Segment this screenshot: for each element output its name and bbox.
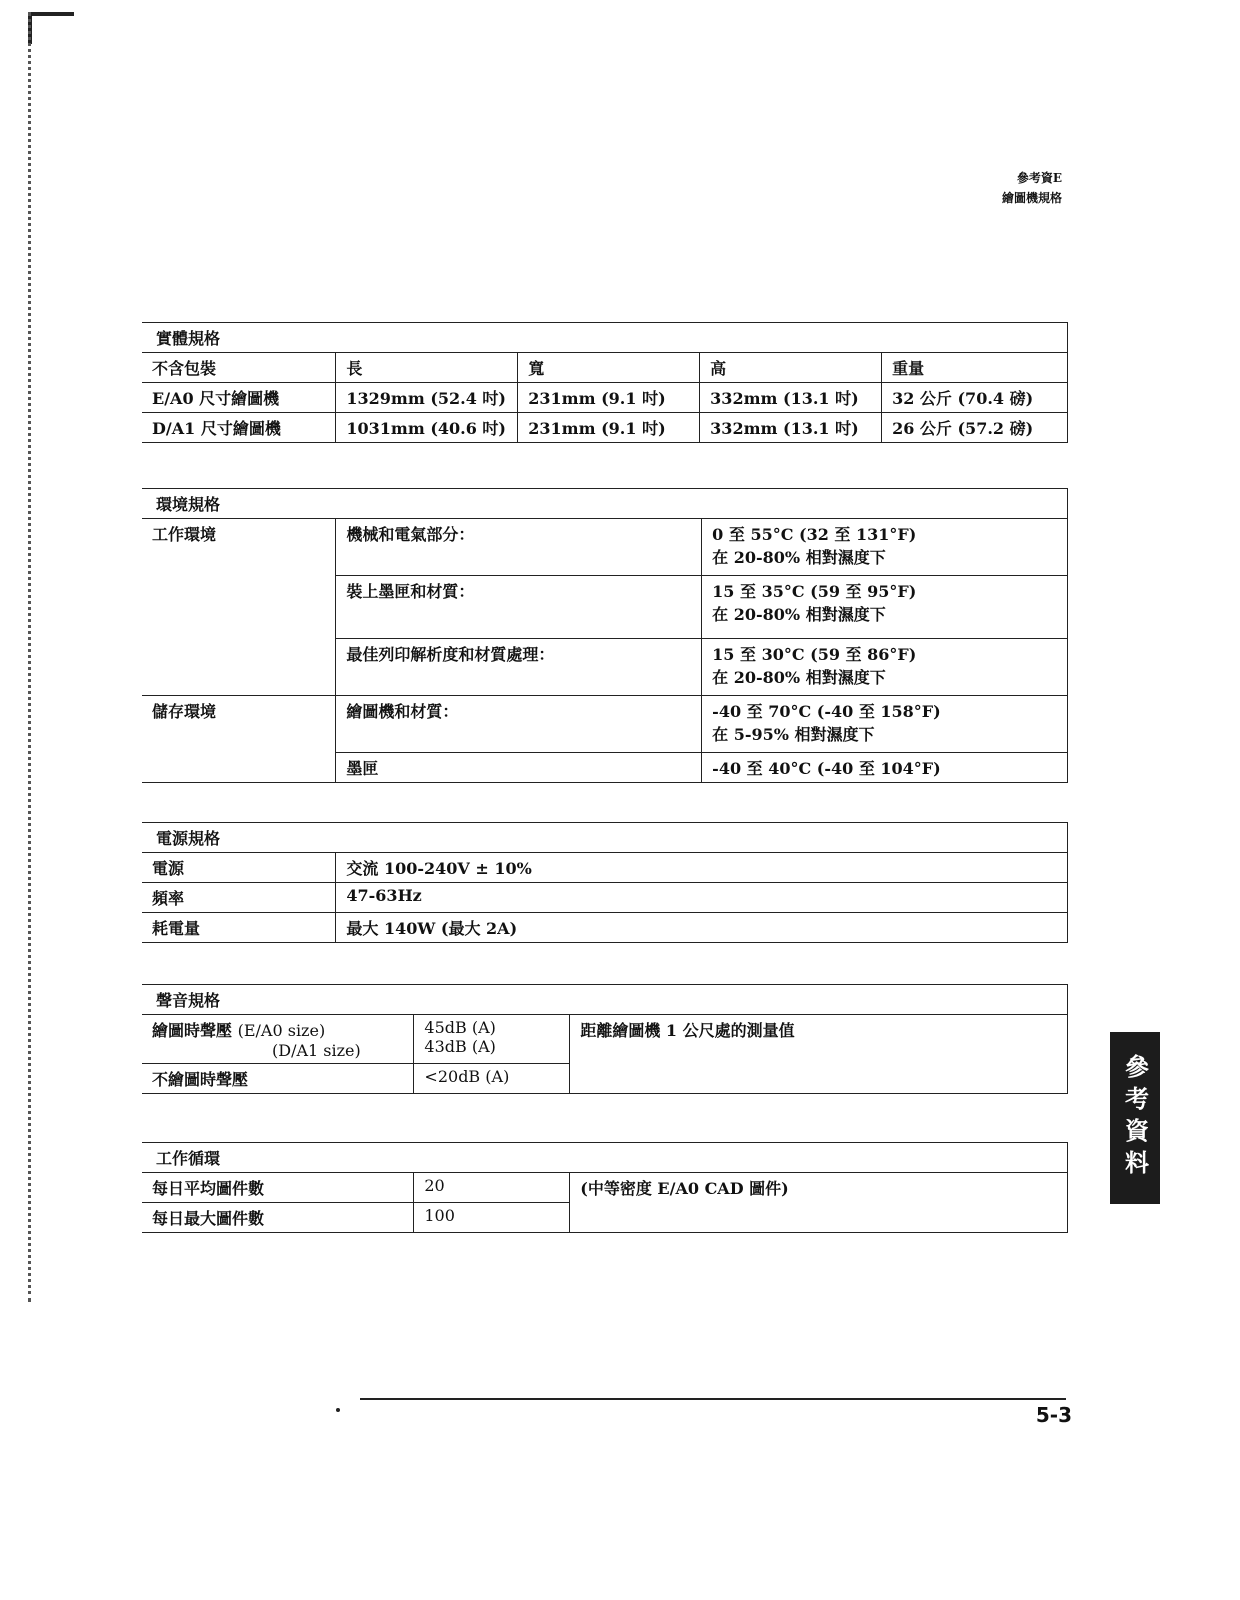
workload-title: 工作循環 <box>142 1143 1068 1173</box>
humidity-range: 在 20-80% 相對濕度下 <box>712 668 886 687</box>
col-header: 高 <box>700 353 882 383</box>
workload-spec-table <box>142 1142 1068 1233</box>
table-row <box>142 413 1068 443</box>
workload-note: (中等密度 E/A0 CAD 圖件) <box>570 1173 1068 1233</box>
table-row <box>142 883 1068 913</box>
header-chapter: 參考資E <box>1016 171 1062 185</box>
humidity-range: 在 20-80% 相對濕度下 <box>712 605 886 624</box>
temp-range: 0 至 55°C (32 至 131°F) <box>712 525 917 544</box>
table-cell: 墨匣 <box>336 753 702 783</box>
temp-range: 15 至 30°C (59 至 86°F) <box>712 645 917 664</box>
physical-header-row <box>142 353 1068 383</box>
table-cell: <20dB (A) <box>414 1064 570 1094</box>
table-cell <box>702 639 1068 696</box>
table-cell: 最佳列印解析度和材質處理： <box>336 639 702 696</box>
table-cell: 231mm (9.1 吋) <box>518 383 700 413</box>
table-cell: 231mm (9.1 吋) <box>518 413 700 443</box>
table-cell: 1031mm (40.6 吋) <box>336 413 518 443</box>
table-row <box>142 696 1068 753</box>
table-cell <box>702 519 1068 576</box>
table-cell <box>702 576 1068 639</box>
table-row <box>142 383 1068 413</box>
sound-value-d: 43dB (A) <box>424 1037 496 1056</box>
table-cell: 332mm (13.1 吋) <box>700 383 882 413</box>
sound-value-e: 45dB (A) <box>424 1018 496 1037</box>
table-cell: E/A0 尺寸繪圖機 <box>142 383 336 413</box>
table-cell: 頻率 <box>142 883 336 913</box>
table-cell: 47-63Hz <box>336 883 1068 913</box>
temp-range: 15 至 35°C (59 至 95°F) <box>712 582 917 601</box>
col-header: 不含包裝 <box>142 353 336 383</box>
col-header: 寬 <box>518 353 700 383</box>
table-cell: 裝上墨匣和材質： <box>336 576 702 639</box>
table-row <box>142 913 1068 943</box>
temp-range: -40 至 70°C (-40 至 158°F) <box>712 702 941 721</box>
environment-title: 環境規格 <box>142 489 1068 519</box>
page-number: 5-3 <box>1035 1403 1072 1427</box>
table-row <box>142 1173 1068 1203</box>
table-cell: 電源 <box>142 853 336 883</box>
acoustic-spec-table <box>142 984 1068 1094</box>
table-cell: 32 公斤 (70.4 磅) <box>882 383 1068 413</box>
table-cell: 26 公斤 (57.2 磅) <box>882 413 1068 443</box>
table-cell: 1329mm (52.4 吋) <box>336 383 518 413</box>
table-cell: 機械和電氣部分： <box>336 519 702 576</box>
environment-spec-table <box>142 488 1068 783</box>
humidity-range: 在 5-95% 相對濕度下 <box>712 725 875 744</box>
size-d-label: (D/A1 size) <box>272 1041 361 1060</box>
scan-binding-edge <box>28 12 45 1302</box>
table-cell: 交流 100-240V ± 10% <box>336 853 1068 883</box>
table-cell: 最大 140W (最大 2A) <box>336 913 1068 943</box>
table-row <box>142 1015 1068 1064</box>
col-header: 重量 <box>882 353 1068 383</box>
table-cell: -40 至 40°C (-40 至 104°F) <box>702 753 1068 783</box>
physical-title: 實體規格 <box>142 323 1068 353</box>
physical-spec-table <box>142 322 1068 443</box>
table-cell: 332mm (13.1 吋) <box>700 413 882 443</box>
header-section: 繪圖機規格 <box>1001 191 1062 205</box>
size-e-label: (E/A0 size) <box>237 1021 326 1040</box>
storage-env-label: 儲存環境 <box>142 696 336 783</box>
table-cell: 每日最大圖件數 <box>142 1203 414 1233</box>
table-cell: 100 <box>414 1203 570 1233</box>
power-spec-table <box>142 822 1068 943</box>
power-title: 電源規格 <box>142 823 1068 853</box>
table-row <box>142 853 1068 883</box>
table-cell <box>142 1015 414 1064</box>
table-cell <box>702 696 1068 753</box>
table-cell: 耗電量 <box>142 913 336 943</box>
table-cell: 不繪圖時聲壓 <box>142 1064 414 1094</box>
table-cell: 20 <box>414 1173 570 1203</box>
scan-speck <box>336 1408 340 1412</box>
plotting-sound-label: 繪圖時聲壓 <box>152 1021 233 1040</box>
section-side-tab: 參考資料 <box>1110 1032 1160 1204</box>
table-cell: 每日平均圖件數 <box>142 1173 414 1203</box>
humidity-range: 在 20-80% 相對濕度下 <box>712 548 886 567</box>
col-header: 長 <box>336 353 518 383</box>
table-cell <box>414 1015 570 1064</box>
acoustic-note: 距離繪圖機 1 公尺處的測量值 <box>570 1015 1068 1094</box>
table-cell: D/A1 尺寸繪圖機 <box>142 413 336 443</box>
table-cell: 繪圖機和材質： <box>336 696 702 753</box>
running-header <box>1002 168 1062 208</box>
table-row <box>142 519 1068 576</box>
footer-rule <box>360 1398 1066 1400</box>
acoustic-title: 聲音規格 <box>142 985 1068 1015</box>
operating-env-label: 工作環境 <box>142 519 336 696</box>
